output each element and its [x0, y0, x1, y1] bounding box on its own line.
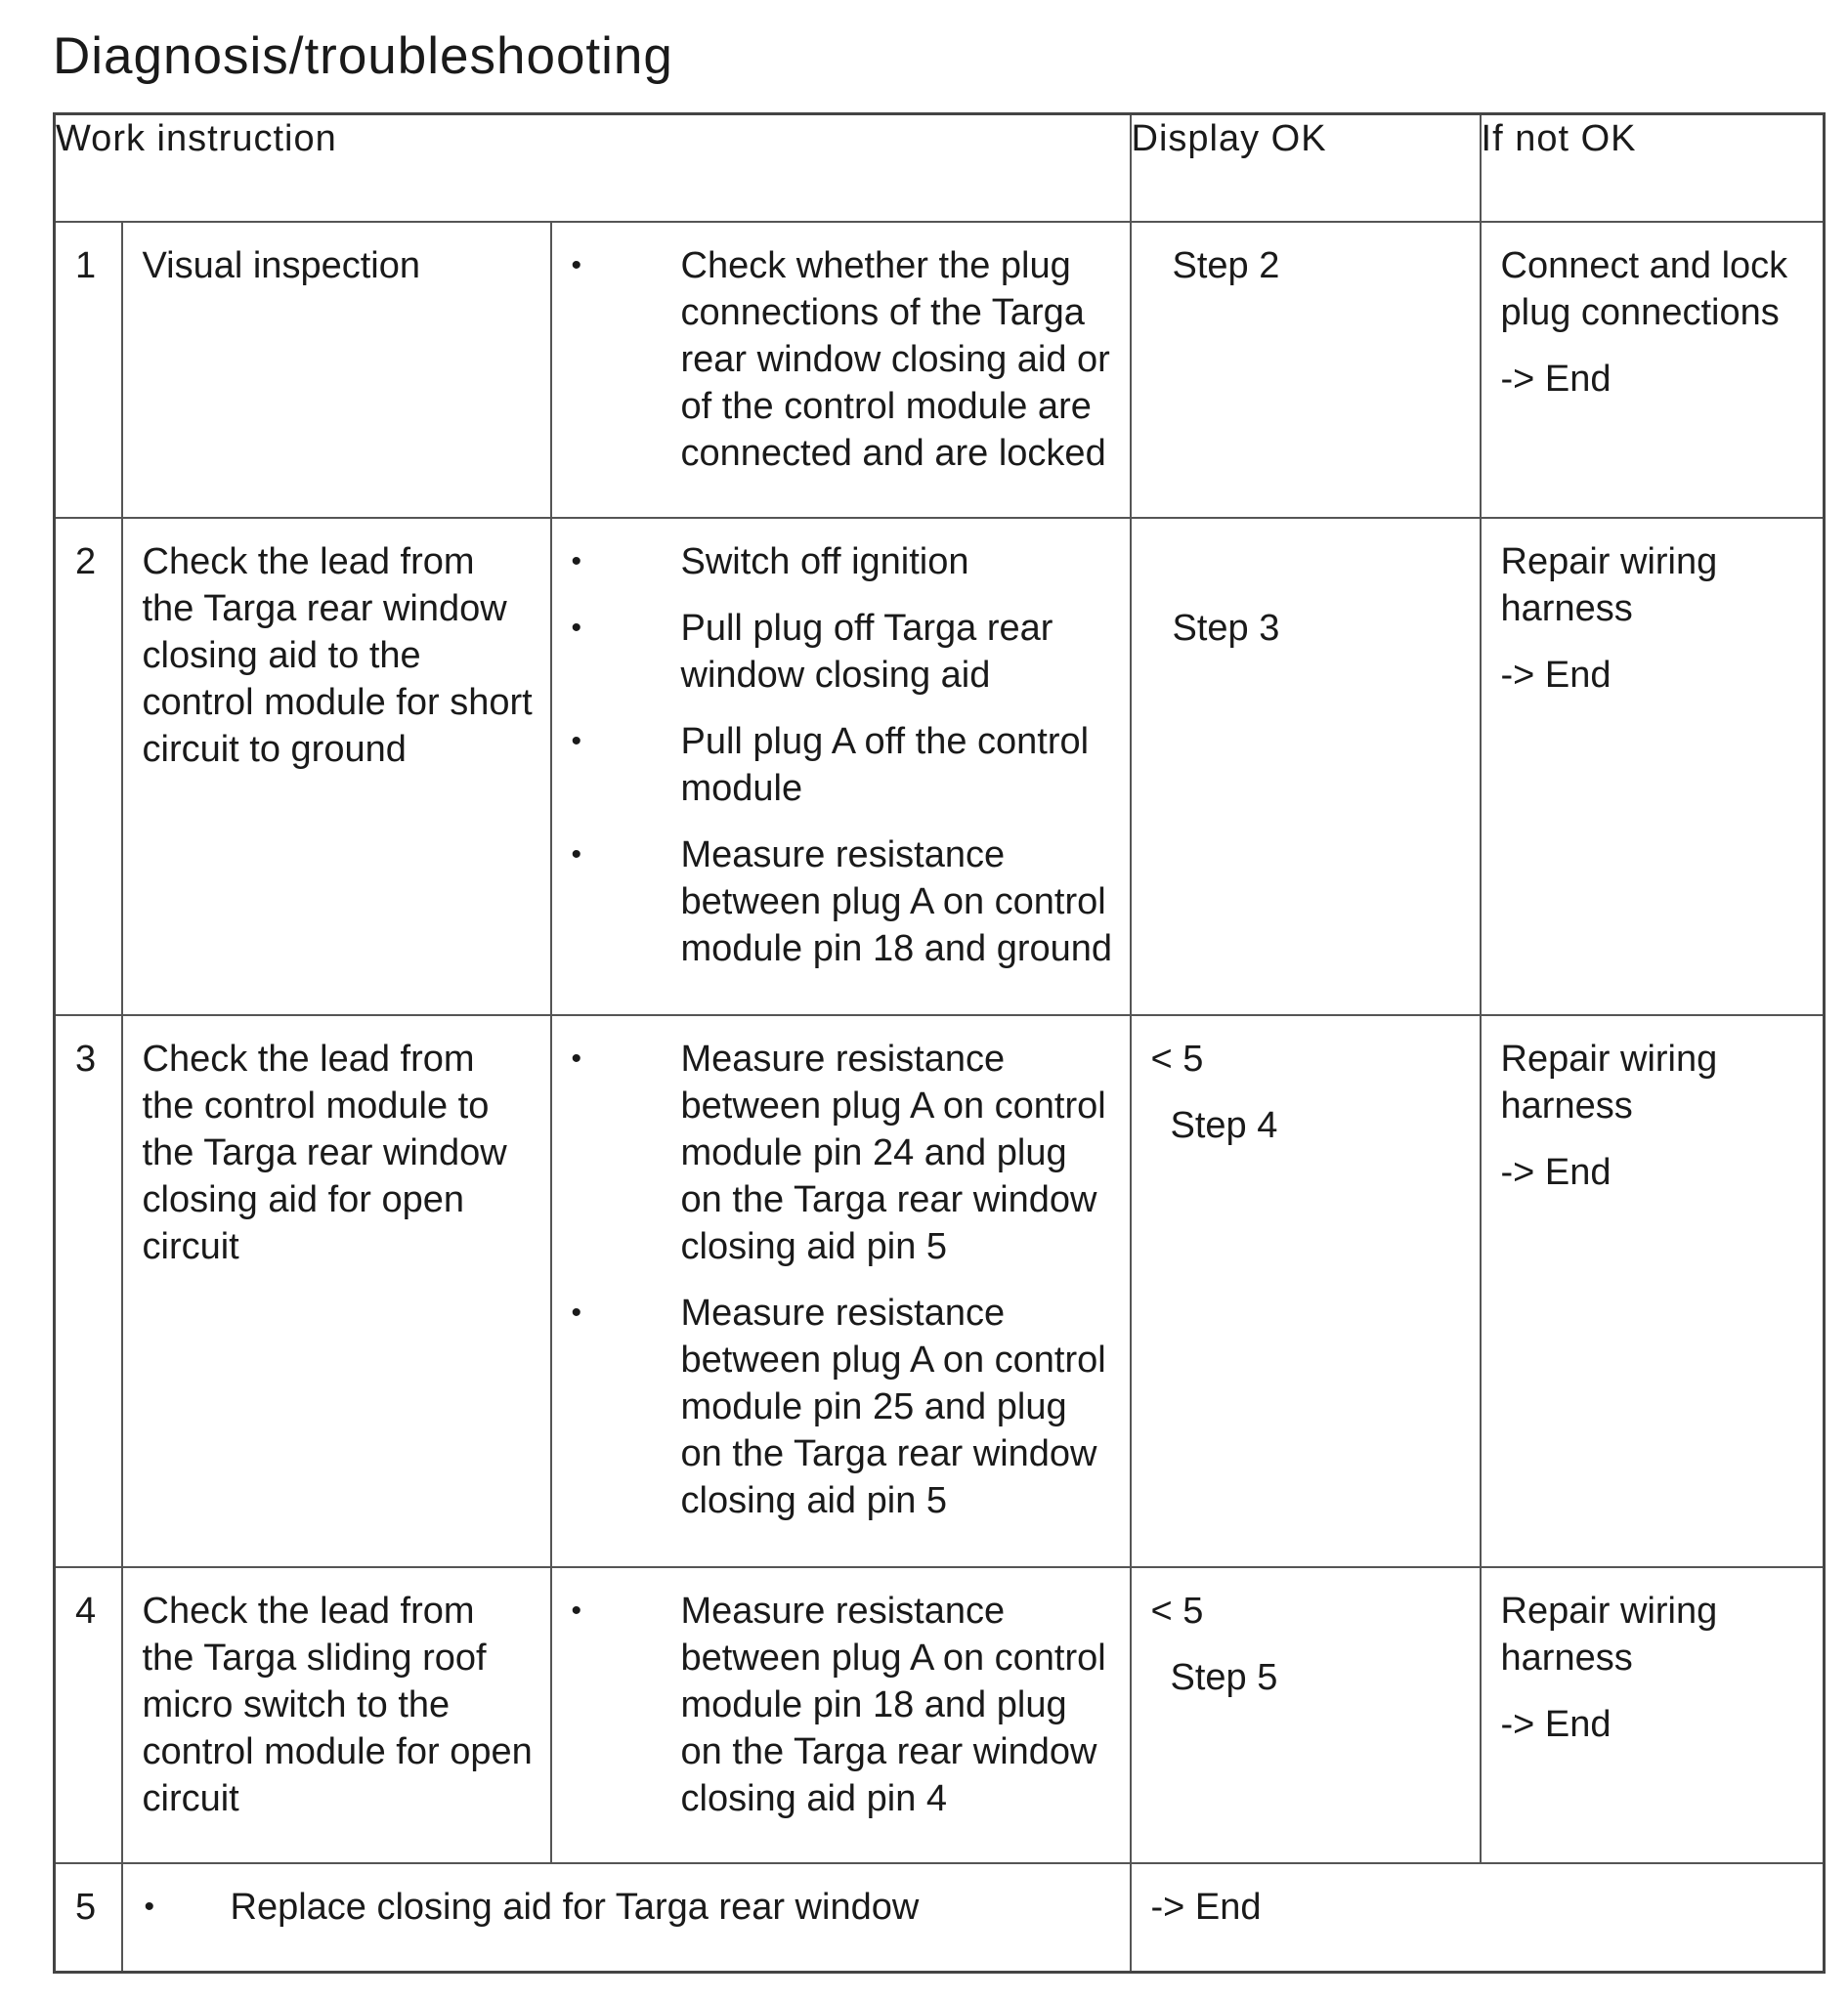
if-not-ok-action: Repair wiring harness — [1500, 540, 1718, 629]
if-not-ok-cell — [1481, 518, 1825, 1015]
instruction-text: Check whether the plug connections of the Targa rear window closing aid or of the control module are connected and are locked — [680, 244, 1110, 474]
table-row — [55, 222, 1825, 518]
display-ok-step: Step 3 — [1172, 607, 1280, 649]
display-ok-step: Step 5 — [1170, 1656, 1278, 1698]
if-not-ok-end: -> End — [1500, 654, 1612, 696]
bullet-icon: • — [571, 248, 582, 281]
if-not-ok-cell — [1481, 1567, 1825, 1863]
display-ok-cell — [1131, 1863, 1825, 1973]
step-number: 4 — [55, 1567, 122, 1863]
step-instructions — [551, 222, 1131, 518]
step-instructions — [551, 1567, 1131, 1863]
table-row — [55, 518, 1825, 1015]
step-description: Check the lead from the control module to the Targa rear window closing aid for open circuit — [122, 1015, 551, 1567]
if-not-ok-action: Repair wiring harness — [1500, 1038, 1718, 1127]
step-number: 3 — [55, 1015, 122, 1567]
display-ok-value: < 5 — [1150, 1038, 1204, 1080]
display-ok-cell — [1131, 1015, 1481, 1567]
step-description: Check the lead from the Targa rear window closing aid to the control module for short circuit to ground — [122, 518, 551, 1015]
instruction-text: Replace closing aid for Targa rear window — [230, 1886, 920, 1928]
instruction-text: Switch off ignition — [680, 540, 969, 582]
step-description: Check the lead from the Targa sliding roof micro switch to the control module for open circuit — [122, 1567, 551, 1863]
step-number: 2 — [55, 518, 122, 1015]
bullet-icon: • — [571, 1042, 582, 1075]
step-number: 5 — [55, 1863, 122, 1973]
instruction-text: Measure resistance between plug A on control module pin 24 and plug on the Targa rear window closing aid pin 5 — [680, 1038, 1106, 1267]
header-work-instruction: Work instruction — [55, 114, 1131, 222]
bullet-icon: • — [571, 1296, 582, 1329]
instruction-text: Pull plug off Targa rear window closing aid — [680, 607, 1053, 696]
instruction-item — [143, 1884, 1116, 1931]
if-not-ok-end: -> End — [1500, 1151, 1612, 1193]
display-ok-value: < 5 — [1150, 1590, 1204, 1632]
table-header-row — [55, 114, 1825, 222]
bullet-icon: • — [571, 837, 582, 871]
instruction-item — [570, 1588, 1116, 1822]
instruction-text: Measure resistance between plug A on control module pin 18 and ground — [680, 833, 1113, 969]
step-instructions — [551, 1015, 1131, 1567]
if-not-ok-action: Connect and lock plug connections — [1500, 244, 1788, 333]
display-ok-step: Step 4 — [1170, 1104, 1278, 1146]
if-not-ok-end: -> End — [1500, 358, 1612, 400]
bullet-icon: • — [144, 1890, 155, 1923]
step-instructions — [122, 1863, 1131, 1973]
table-row — [55, 1015, 1825, 1567]
if-not-ok-end: -> End — [1500, 1703, 1612, 1745]
step-instructions — [551, 518, 1131, 1015]
step-description: Visual inspection — [122, 222, 551, 518]
instruction-item — [570, 1290, 1116, 1524]
display-ok-cell — [1131, 518, 1481, 1015]
bullet-icon: • — [571, 611, 582, 644]
step-number: 1 — [55, 222, 122, 518]
header-if-not-ok: If not OK — [1481, 114, 1825, 222]
if-not-ok-cell — [1481, 1015, 1825, 1567]
if-not-ok-cell — [1481, 222, 1825, 518]
table-row — [55, 1567, 1825, 1863]
instruction-item — [570, 718, 1116, 812]
page-title: Diagnosis/troubleshooting — [53, 27, 673, 85]
bullet-icon: • — [571, 544, 582, 577]
instruction-item — [570, 1036, 1116, 1270]
instruction-item — [570, 831, 1116, 972]
instruction-item — [570, 538, 1116, 585]
if-not-ok-action: Repair wiring harness — [1500, 1590, 1718, 1679]
display-ok-end: -> End — [1150, 1886, 1262, 1928]
display-ok-step: Step 2 — [1172, 244, 1280, 286]
header-display-ok: Display OK — [1131, 114, 1481, 222]
instruction-text: Measure resistance between plug A on control module pin 18 and plug on the Targa rear window closing aid pin 4 — [680, 1590, 1106, 1819]
display-ok-cell — [1131, 222, 1481, 518]
instruction-item — [570, 605, 1116, 699]
bullet-icon: • — [571, 1594, 582, 1627]
instruction-item — [570, 242, 1116, 477]
diagnosis-table — [53, 112, 1826, 1974]
display-ok-cell — [1131, 1567, 1481, 1863]
bullet-icon: • — [571, 724, 582, 757]
instruction-text: Pull plug A off the control module — [680, 720, 1090, 809]
instruction-text: Measure resistance between plug A on control module pin 25 and plug on the Targa rear window closing aid pin 5 — [680, 1292, 1106, 1521]
table-row — [55, 1863, 1825, 1973]
